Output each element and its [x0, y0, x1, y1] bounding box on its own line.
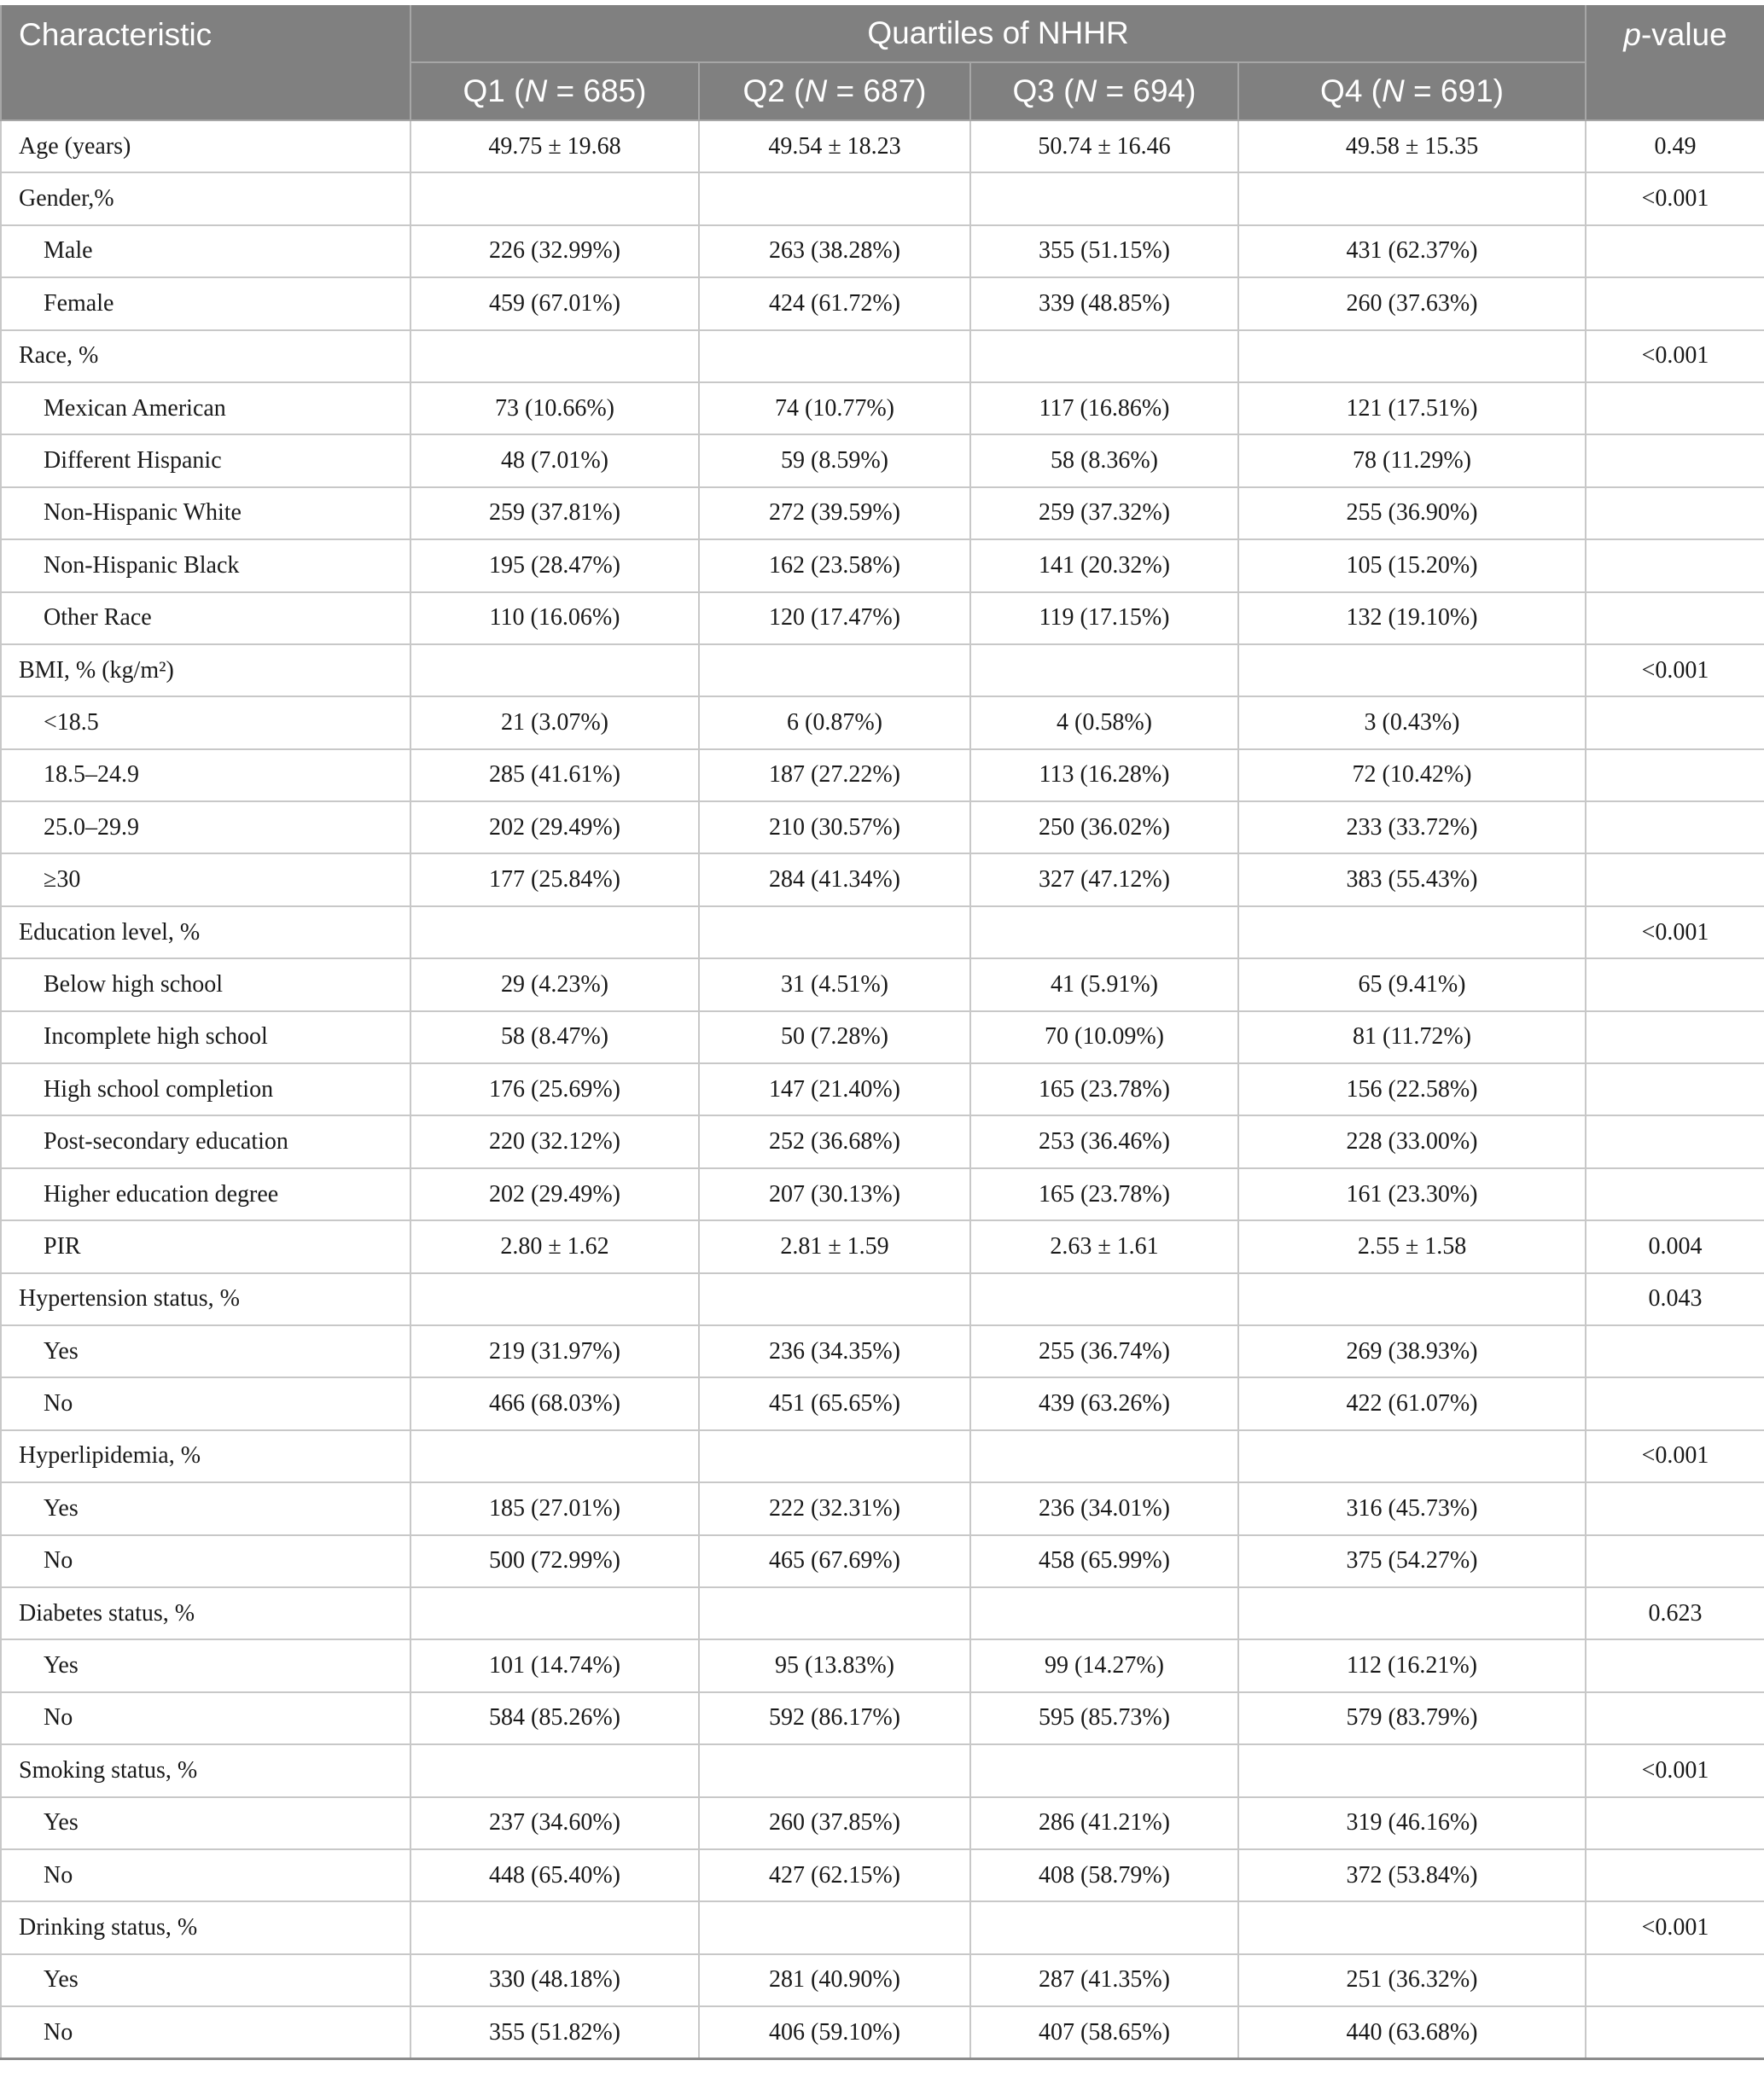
table-header — [1, 5, 1764, 120]
cell-q4 — [1238, 1587, 1586, 1639]
table-row — [1, 592, 1764, 644]
table-row — [1, 225, 1764, 277]
cell-q3 — [970, 1430, 1238, 1482]
cell-q3: 50.74 ± 16.46 — [970, 120, 1238, 172]
cell-characteristic: Yes — [1, 1482, 410, 1534]
cell-characteristic: Incomplete high school — [1, 1011, 410, 1063]
header-p-value — [1586, 5, 1764, 120]
cell-q1: 237 (34.60%) — [410, 1797, 699, 1849]
cell-q4: 72 (10.42%) — [1238, 749, 1586, 801]
cell-q2: 50 (7.28%) — [699, 1011, 970, 1063]
cell-p-value — [1586, 1115, 1764, 1167]
cell-q3: 99 (14.27%) — [970, 1639, 1238, 1691]
cell-p-value: 0.623 — [1586, 1587, 1764, 1639]
table-row — [1, 1692, 1764, 1744]
cell-q4: 81 (11.72%) — [1238, 1011, 1586, 1063]
cell-q1: 73 (10.66%) — [410, 382, 699, 434]
table-row — [1, 120, 1764, 172]
table-row — [1, 1954, 1764, 2006]
cell-q3: 595 (85.73%) — [970, 1692, 1238, 1744]
cell-characteristic: Race, % — [1, 330, 410, 382]
cell-q1: 459 (67.01%) — [410, 277, 699, 329]
cell-q2: 263 (38.28%) — [699, 225, 970, 277]
cell-p-value — [1586, 225, 1764, 277]
cell-q1: 500 (72.99%) — [410, 1535, 699, 1587]
cell-q3: 58 (8.36%) — [970, 434, 1238, 486]
cell-q1: 202 (29.49%) — [410, 801, 699, 853]
header-q2: Q2 (N = 687) — [699, 62, 970, 120]
quartile-n: 685 — [583, 73, 637, 108]
cell-characteristic: Hyperlipidemia, % — [1, 1430, 410, 1482]
cell-q4 — [1238, 1430, 1586, 1482]
cell-p-value — [1586, 1797, 1764, 1849]
cell-q3: 250 (36.02%) — [970, 801, 1238, 853]
table-row — [1, 1220, 1764, 1272]
cell-p-value — [1586, 853, 1764, 905]
cell-q4: 233 (33.72%) — [1238, 801, 1586, 853]
cell-q3 — [970, 644, 1238, 696]
cell-p-value: <0.001 — [1586, 172, 1764, 224]
cell-q2: 284 (41.34%) — [699, 853, 970, 905]
quartile-n: 687 — [863, 73, 917, 108]
cell-p-value — [1586, 801, 1764, 853]
header-q4: Q4 (N = 691) — [1238, 62, 1586, 120]
table-row — [1, 277, 1764, 329]
cell-q4: 2.55 ± 1.58 — [1238, 1220, 1586, 1272]
cell-q2: 49.54 ± 18.23 — [699, 120, 970, 172]
cell-p-value: <0.001 — [1586, 1901, 1764, 1953]
cell-p-value — [1586, 1168, 1764, 1220]
cell-q4: 3 (0.43%) — [1238, 696, 1586, 748]
n-label: N — [1074, 73, 1097, 108]
cell-p-value — [1586, 1325, 1764, 1377]
cell-q3: 70 (10.09%) — [970, 1011, 1238, 1063]
cell-q3: 439 (63.26%) — [970, 1377, 1238, 1429]
cell-q3 — [970, 1744, 1238, 1796]
cell-p-value — [1586, 1011, 1764, 1063]
cell-q4 — [1238, 172, 1586, 224]
cell-q2: 424 (61.72%) — [699, 277, 970, 329]
cell-q4: 228 (33.00%) — [1238, 1115, 1586, 1167]
cell-q2: 6 (0.87%) — [699, 696, 970, 748]
cell-characteristic: Yes — [1, 1325, 410, 1377]
cell-p-value — [1586, 1535, 1764, 1587]
cell-q2 — [699, 1587, 970, 1639]
cell-p-value — [1586, 1482, 1764, 1534]
cell-q2: 252 (36.68%) — [699, 1115, 970, 1167]
cell-p-value — [1586, 382, 1764, 434]
cell-q3: 458 (65.99%) — [970, 1535, 1238, 1587]
cell-q3 — [970, 330, 1238, 382]
header-q3: Q3 (N = 694) — [970, 62, 1238, 120]
n-label: N — [524, 73, 548, 108]
cell-p-value — [1586, 1063, 1764, 1115]
table-row — [1, 172, 1764, 224]
cell-characteristic: Diabetes status, % — [1, 1587, 410, 1639]
cell-q4: 431 (62.37%) — [1238, 225, 1586, 277]
cell-q3: 165 (23.78%) — [970, 1063, 1238, 1115]
cell-q3: 339 (48.85%) — [970, 277, 1238, 329]
cell-q1: 2.80 ± 1.62 — [410, 1220, 699, 1272]
cell-p-value — [1586, 749, 1764, 801]
cell-characteristic: No — [1, 1692, 410, 1744]
cell-q4 — [1238, 1273, 1586, 1325]
cell-q3: 141 (20.32%) — [970, 539, 1238, 591]
cell-q2: 162 (23.58%) — [699, 539, 970, 591]
cell-q1 — [410, 906, 699, 958]
cell-q2: 236 (34.35%) — [699, 1325, 970, 1377]
cell-q2: 465 (67.69%) — [699, 1535, 970, 1587]
cell-q3: 355 (51.15%) — [970, 225, 1238, 277]
cell-p-value — [1586, 592, 1764, 644]
cell-p-value — [1586, 2006, 1764, 2059]
table-row — [1, 539, 1764, 591]
cell-q1: 177 (25.84%) — [410, 853, 699, 905]
cell-q2 — [699, 906, 970, 958]
table-row — [1, 1430, 1764, 1482]
cell-q3 — [970, 1273, 1238, 1325]
cell-q4: 156 (22.58%) — [1238, 1063, 1586, 1115]
cell-p-value: <0.001 — [1586, 906, 1764, 958]
cell-characteristic: No — [1, 1849, 410, 1901]
cell-q4: 251 (36.32%) — [1238, 1954, 1586, 2006]
cell-q3: 165 (23.78%) — [970, 1168, 1238, 1220]
cell-q2: 187 (27.22%) — [699, 749, 970, 801]
cell-q4: 112 (16.21%) — [1238, 1639, 1586, 1691]
table-row — [1, 1115, 1764, 1167]
cell-p-value — [1586, 958, 1764, 1010]
table-row — [1, 1273, 1764, 1325]
quartile-n: 694 — [1132, 73, 1186, 108]
cell-q4: 105 (15.20%) — [1238, 539, 1586, 591]
header-row-1 — [1, 5, 1764, 62]
cell-q1 — [410, 330, 699, 382]
cell-q1: 330 (48.18%) — [410, 1954, 699, 2006]
cell-q4: 65 (9.41%) — [1238, 958, 1586, 1010]
cell-characteristic: PIR — [1, 1220, 410, 1272]
table-row — [1, 1797, 1764, 1849]
cell-q3: 287 (41.35%) — [970, 1954, 1238, 2006]
p-value-italic: p — [1623, 17, 1641, 52]
cell-q3: 407 (58.65%) — [970, 2006, 1238, 2059]
cell-q4: 383 (55.43%) — [1238, 853, 1586, 905]
cell-characteristic: Non-Hispanic White — [1, 487, 410, 539]
cell-q2: 222 (32.31%) — [699, 1482, 970, 1534]
cell-q1: 110 (16.06%) — [410, 592, 699, 644]
table-row — [1, 1011, 1764, 1063]
cell-q1: 584 (85.26%) — [410, 1692, 699, 1744]
table-row — [1, 487, 1764, 539]
cell-q3: 253 (36.46%) — [970, 1115, 1238, 1167]
cell-characteristic: Gender,% — [1, 172, 410, 224]
cell-characteristic: Higher education degree — [1, 1168, 410, 1220]
table-row — [1, 1901, 1764, 1953]
cell-q3: 259 (37.32%) — [970, 487, 1238, 539]
cell-q1: 101 (14.74%) — [410, 1639, 699, 1691]
cell-q4: 260 (37.63%) — [1238, 277, 1586, 329]
cell-q2: 427 (62.15%) — [699, 1849, 970, 1901]
cell-q2: 31 (4.51%) — [699, 958, 970, 1010]
cell-p-value — [1586, 1849, 1764, 1901]
cell-characteristic: No — [1, 2006, 410, 2059]
table-row — [1, 1744, 1764, 1796]
table-row — [1, 2006, 1764, 2059]
cell-characteristic: Other Race — [1, 592, 410, 644]
cell-characteristic: Smoking status, % — [1, 1744, 410, 1796]
cell-p-value: 0.043 — [1586, 1273, 1764, 1325]
cell-q4: 316 (45.73%) — [1238, 1482, 1586, 1534]
cell-q1: 355 (51.82%) — [410, 2006, 699, 2059]
cell-characteristic: Drinking status, % — [1, 1901, 410, 1953]
table-row — [1, 749, 1764, 801]
cell-p-value: <0.001 — [1586, 644, 1764, 696]
cell-q2: 120 (17.47%) — [699, 592, 970, 644]
cell-q4 — [1238, 906, 1586, 958]
cell-q1: 466 (68.03%) — [410, 1377, 699, 1429]
cell-q4: 255 (36.90%) — [1238, 487, 1586, 539]
cell-q3: 2.63 ± 1.61 — [970, 1220, 1238, 1272]
cell-q2 — [699, 644, 970, 696]
header-quartiles-group: Quartiles of NHHR — [410, 5, 1586, 62]
cell-characteristic: Mexican American — [1, 382, 410, 434]
cell-p-value — [1586, 1954, 1764, 2006]
cell-q2: 451 (65.65%) — [699, 1377, 970, 1429]
cell-q2 — [699, 1273, 970, 1325]
cell-q4 — [1238, 1744, 1586, 1796]
quartile-label: Q3 — [1012, 73, 1055, 108]
cell-q1: 176 (25.69%) — [410, 1063, 699, 1115]
cell-characteristic: 25.0–29.9 — [1, 801, 410, 853]
cell-characteristic: Non-Hispanic Black — [1, 539, 410, 591]
cell-q4 — [1238, 330, 1586, 382]
cell-q4 — [1238, 1901, 1586, 1953]
table-row — [1, 696, 1764, 748]
cell-q1 — [410, 1430, 699, 1482]
cell-q2: 95 (13.83%) — [699, 1639, 970, 1691]
cell-q3 — [970, 172, 1238, 224]
cell-q1: 29 (4.23%) — [410, 958, 699, 1010]
cell-q3: 41 (5.91%) — [970, 958, 1238, 1010]
cell-q4 — [1238, 644, 1586, 696]
cell-characteristic: 18.5–24.9 — [1, 749, 410, 801]
cell-p-value — [1586, 487, 1764, 539]
cell-p-value: <0.001 — [1586, 330, 1764, 382]
cell-characteristic: Male — [1, 225, 410, 277]
quartile-n: 691 — [1440, 73, 1493, 108]
cell-q1: 285 (41.61%) — [410, 749, 699, 801]
cell-q1: 195 (28.47%) — [410, 539, 699, 591]
cell-q3: 4 (0.58%) — [970, 696, 1238, 748]
quartile-label: Q1 — [463, 73, 505, 108]
table-row — [1, 382, 1764, 434]
table-row — [1, 330, 1764, 382]
cell-characteristic: High school completion — [1, 1063, 410, 1115]
cell-q3: 113 (16.28%) — [970, 749, 1238, 801]
cell-q1: 48 (7.01%) — [410, 434, 699, 486]
cell-q4: 372 (53.84%) — [1238, 1849, 1586, 1901]
table-row — [1, 644, 1764, 696]
cell-q1: 202 (29.49%) — [410, 1168, 699, 1220]
cell-characteristic: Yes — [1, 1797, 410, 1849]
table-row — [1, 1639, 1764, 1691]
table-row — [1, 906, 1764, 958]
cell-characteristic: Yes — [1, 1954, 410, 2006]
cell-p-value — [1586, 1639, 1764, 1691]
cell-q3: 119 (17.15%) — [970, 592, 1238, 644]
header-characteristic: Characteristic — [1, 5, 410, 120]
cell-q4: 319 (46.16%) — [1238, 1797, 1586, 1849]
cell-characteristic: No — [1, 1535, 410, 1587]
cell-q1: 21 (3.07%) — [410, 696, 699, 748]
table-row — [1, 1535, 1764, 1587]
cell-q1 — [410, 644, 699, 696]
cell-q1 — [410, 1901, 699, 1953]
cell-q4: 269 (38.93%) — [1238, 1325, 1586, 1377]
cell-p-value: <0.001 — [1586, 1430, 1764, 1482]
cell-q2: 210 (30.57%) — [699, 801, 970, 853]
table-row — [1, 1325, 1764, 1377]
characteristics-table — [0, 5, 1764, 2060]
cell-q2 — [699, 1901, 970, 1953]
cell-p-value: <0.001 — [1586, 1744, 1764, 1796]
table-row — [1, 1377, 1764, 1429]
cell-p-value — [1586, 539, 1764, 591]
cell-q4: 161 (23.30%) — [1238, 1168, 1586, 1220]
cell-q3 — [970, 906, 1238, 958]
cell-characteristic: Education level, % — [1, 906, 410, 958]
cell-q2: 207 (30.13%) — [699, 1168, 970, 1220]
n-label: N — [1382, 73, 1405, 108]
cell-q3 — [970, 1901, 1238, 1953]
table-body — [1, 120, 1764, 2059]
table-row — [1, 434, 1764, 486]
cell-p-value: 0.004 — [1586, 1220, 1764, 1272]
table-row — [1, 1587, 1764, 1639]
cell-q1: 49.75 ± 19.68 — [410, 120, 699, 172]
cell-characteristic: Below high school — [1, 958, 410, 1010]
cell-characteristic: ≥30 — [1, 853, 410, 905]
cell-q2: 2.81 ± 1.59 — [699, 1220, 970, 1272]
cell-p-value — [1586, 277, 1764, 329]
cell-p-value — [1586, 434, 1764, 486]
cell-q4: 422 (61.07%) — [1238, 1377, 1586, 1429]
table-row — [1, 853, 1764, 905]
cell-q1: 219 (31.97%) — [410, 1325, 699, 1377]
cell-q4: 579 (83.79%) — [1238, 1692, 1586, 1744]
table-row — [1, 1482, 1764, 1534]
cell-q3: 286 (41.21%) — [970, 1797, 1238, 1849]
table-row — [1, 801, 1764, 853]
cell-characteristic: Age (years) — [1, 120, 410, 172]
cell-q1 — [410, 1587, 699, 1639]
cell-q2: 260 (37.85%) — [699, 1797, 970, 1849]
table-row — [1, 1168, 1764, 1220]
cell-q2 — [699, 1430, 970, 1482]
cell-p-value — [1586, 1692, 1764, 1744]
header-q1: Q1 (N = 685) — [410, 62, 699, 120]
cell-characteristic: Yes — [1, 1639, 410, 1691]
cell-q3: 408 (58.79%) — [970, 1849, 1238, 1901]
cell-q1: 259 (37.81%) — [410, 487, 699, 539]
cell-q4: 440 (63.68%) — [1238, 2006, 1586, 2059]
n-label: N — [804, 73, 828, 108]
cell-q3: 327 (47.12%) — [970, 853, 1238, 905]
cell-q4: 121 (17.51%) — [1238, 382, 1586, 434]
cell-q2: 59 (8.59%) — [699, 434, 970, 486]
cell-p-value: 0.49 — [1586, 120, 1764, 172]
cell-q3: 117 (16.86%) — [970, 382, 1238, 434]
cell-q2 — [699, 1744, 970, 1796]
cell-q2: 592 (86.17%) — [699, 1692, 970, 1744]
cell-q2: 147 (21.40%) — [699, 1063, 970, 1115]
cell-q3: 255 (36.74%) — [970, 1325, 1238, 1377]
p-value-suffix: -value — [1640, 17, 1727, 52]
quartile-label: Q4 — [1320, 73, 1363, 108]
cell-q4: 132 (19.10%) — [1238, 592, 1586, 644]
cell-q2: 272 (39.59%) — [699, 487, 970, 539]
cell-q1: 448 (65.40%) — [410, 1849, 699, 1901]
cell-q2: 406 (59.10%) — [699, 2006, 970, 2059]
cell-q2: 281 (40.90%) — [699, 1954, 970, 2006]
cell-q1: 226 (32.99%) — [410, 225, 699, 277]
cell-q4: 49.58 ± 15.35 — [1238, 120, 1586, 172]
cell-q3: 236 (34.01%) — [970, 1482, 1238, 1534]
cell-p-value — [1586, 696, 1764, 748]
table-row — [1, 1063, 1764, 1115]
cell-characteristic: <18.5 — [1, 696, 410, 748]
table-row — [1, 1849, 1764, 1901]
cell-q1: 220 (32.12%) — [410, 1115, 699, 1167]
cell-q1: 58 (8.47%) — [410, 1011, 699, 1063]
cell-q1 — [410, 1744, 699, 1796]
cell-q1 — [410, 172, 699, 224]
cell-q1: 185 (27.01%) — [410, 1482, 699, 1534]
cell-characteristic: No — [1, 1377, 410, 1429]
cell-q2: 74 (10.77%) — [699, 382, 970, 434]
cell-p-value — [1586, 1377, 1764, 1429]
cell-characteristic: Post-secondary education — [1, 1115, 410, 1167]
quartile-label: Q2 — [742, 73, 785, 108]
cell-q1 — [410, 1273, 699, 1325]
cell-q4: 78 (11.29%) — [1238, 434, 1586, 486]
cell-q2 — [699, 330, 970, 382]
cell-q3 — [970, 1587, 1238, 1639]
table-row — [1, 958, 1764, 1010]
cell-characteristic: Different Hispanic — [1, 434, 410, 486]
cell-characteristic: BMI, % (kg/m²) — [1, 644, 410, 696]
cell-characteristic: Female — [1, 277, 410, 329]
cell-q2 — [699, 172, 970, 224]
cell-characteristic: Hypertension status, % — [1, 1273, 410, 1325]
cell-q4: 375 (54.27%) — [1238, 1535, 1586, 1587]
